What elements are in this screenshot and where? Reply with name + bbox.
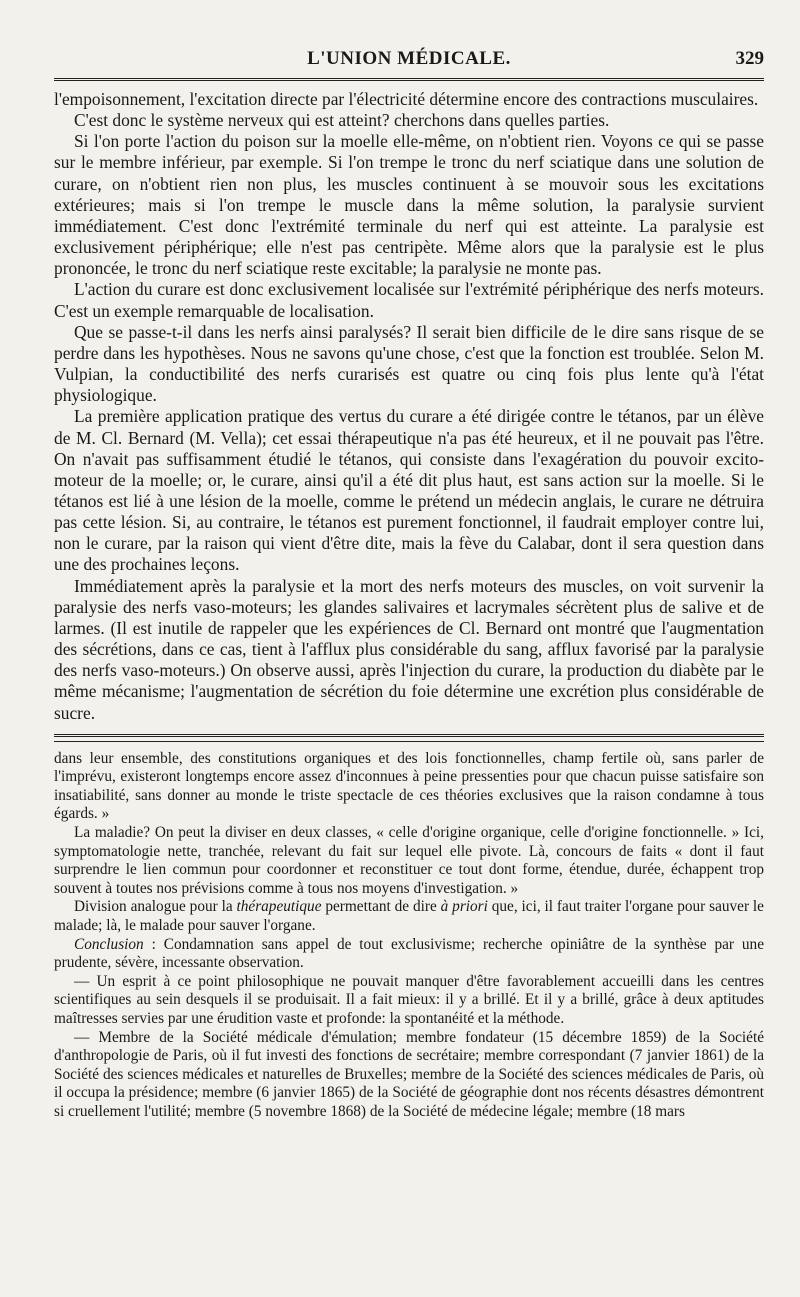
footnote-paragraph [54, 824, 764, 898]
footnote-paragraph [54, 973, 764, 1029]
footnote-text [54, 750, 764, 1122]
italic-term: Conclusion [74, 935, 144, 953]
footnote-segment: — Un esprit à ce point philosophique ne pouvait manquer d'être favorablement accueilli dans les centres scientifiques au sein desquels il se produisait. Il a fait mieux: il y a brillé. Et il y a brillé, grâce à deux aptitudes maîtresses servies par une érudition vaste et profonde: la spontanéité et la méthode. [54, 972, 764, 1027]
main-paragraph: L'action du curare est donc exclusivement localisée sur l'extrémité périphérique des nerfs moteurs. C'est un exemple remarquable de localisation. [54, 279, 764, 321]
main-paragraph: Que se passe-t-il dans les nerfs ainsi paralysés? Il serait bien difficile de le dire sans risque de se perdre dans les hypothèses. Nous ne savons qu'une chose, c'est que la fonction est troublée. Selon M. Vulpian, la conductibilité des nerfs curarisés est quatre ou cinq fois plus lente qu'à l'état physiologique. [54, 321, 764, 406]
footnote-segment: La maladie? On peut la diviser en deux classes, « celle d'origine organique, celle d'origine fonctionnelle. » Ici, symptomatologie nette, tranchée, relevant du fait sur lequel elle pivote. Là, concours de faits « dont il faut surprendre le lien commun pour coordonner et reconstituer ce tout dont forme, étendue, durée, échappent trop souvent à toutes nos prévisions comme à tous nos moyens d'investigation. » [54, 824, 764, 897]
footnote-segment: : Condamnation sans appel de tout exclusivisme; recherche opiniâtre de la synthèse par une prudente, sévère, incessante observation. [54, 935, 764, 972]
main-paragraph: Immédiatement après la paralysie et la mort des nerfs moteurs des muscles, on voit survenir la paralysie des nerfs vaso-moteurs; les glandes salivaires et lacrymales sécrètent plus de salive et de larmes. (Il est inutile de rappeler que les expériences de Cl. Bernard ont montré que l'augmentation des sécrétions, dans ce cas, tient à l'afflux plus considérable du sang, afflux favorisé par la paralysie des nerfs vaso-moteurs.) On observe aussi, après l'injection du curare, la production du diabète par le même mécanisme; l'augmentation de sécrétion du foie détermine une excrétion plus considérable de sucre. [54, 575, 764, 723]
main-text [54, 89, 764, 724]
footnote-rule [54, 741, 764, 742]
footnote-paragraph [54, 1029, 764, 1122]
main-paragraph: l'empoisonnement, l'excitation directe par l'électricité détermine encore des contractions musculaires. [54, 89, 759, 109]
footnote-segment: permettant de dire [321, 898, 441, 916]
journal-title: L'UNION MÉDICALE. [307, 48, 511, 69]
italic-term: à priori [440, 898, 488, 916]
footnote-segment: que, ici, il faut traiter l'organe pour sauver le malade; là, le malade pour sauver l'organe. [54, 898, 764, 935]
main-paragraph: La première application pratique des vertus du curare a été dirigée contre le tétanos, par un élève de M. Cl. Bernard (M. Vella); cet essai thérapeutique n'a pas été heureux, et il ne pouvait pas l'être. On n'avait pas suffisamment étudié le tétanos, qui consiste dans l'exagération du pouvoir excito-moteur de la moelle; or, le curare, ainsi qu'il a été dit plus haut, est sans action sur la moelle. Si le tétanos est lié à une lésion de la moelle, comme le prétend un médecin anglais, le curare ne détruira pas cette lésion. Si, au contraire, le tétanos est purement fonctionnel, il faudrait employer contre lui, non le curare, par la raison qui vient d'être dite, mais la fève du Calabar, dont il sera question dans une des prochaines leçons. [54, 406, 764, 575]
italic-term: thérapeutique [236, 898, 322, 916]
footnote-paragraph [54, 750, 764, 824]
footnote-segment: — Membre de la Société médicale d'émulation; membre fondateur (15 décembre 1859) de la Société d'anthropologie de Paris, où il fut investi des fonctions de secrétaire; membre correspondant (7 janvier 1861) de la Société des sciences médicales et naturelles de Bruxelles; membre de la Société des sciences médicales de Paris, où il occupa la présidence; membre (6 janvier 1865) de la Société de géographie dont nos récents désastres démontrent si cruellement l'utilité; membre (5 novembre 1868) de la Société de médecine légale; membre (18 mars [54, 1028, 764, 1120]
footnote-paragraph [54, 936, 764, 973]
page-header [54, 48, 764, 81]
footnote-separator [54, 734, 764, 741]
page-number: 329 [735, 48, 764, 69]
footnote-paragraph [54, 898, 764, 935]
footnote-segment: dans leur ensemble, des constitutions organiques et des lois fonctionnelles, champ fertile où, sans parler de l'imprévu, existeront longtemps encore assez d'inconnues à peine pressenties pour que chacun puisse satisfaire son insatiabilité, sans donner au monde le triste spectacle de ces théories exclusives que la raison condamne à tous égards. » [54, 749, 764, 823]
footnote-segment: Division analogue pour la [74, 898, 237, 916]
main-paragraph: Si l'on porte l'action du poison sur la moelle elle-même, on n'obtient rien. Voyons ce qui se passe sur le membre inférieur, par exemple. Si l'on trempe le tronc du nerf sciatique dans une solution de curare, on n'obtient rien non plus, les muscles continuent à se mouvoir sous les excitations extérieures; mais si l'on trempe le muscle dans la même solution, la paralysie survient immédiatement. C'est donc l'extrémité terminale du nerf qui est atteinte. La paralysie est exclusivement périphérique; elle n'est pas centripète. Même alors que la paralysie est le plus prononcée, le tronc du nerf sciatique reste excitable; la paralysie ne monte pas. [54, 131, 764, 279]
main-paragraph: C'est donc le système nerveux qui est atteint? cherchons dans quelles parties. [74, 110, 610, 131]
